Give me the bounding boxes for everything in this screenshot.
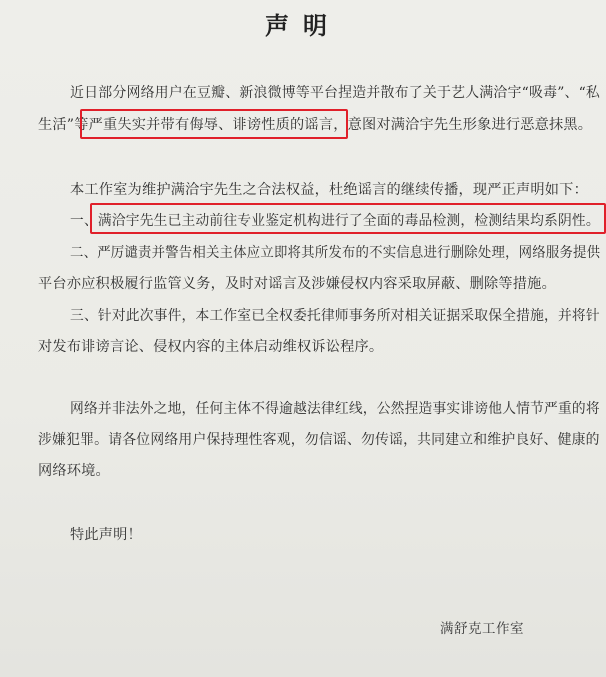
paragraph1-highlighted-text: 等严重失实并带有侮辱、诽谤性质的谣言 bbox=[74, 117, 334, 133]
paragraph2-line1: 本工作室为维护满洽宇先生之合法权益，杜绝谣言的继续传播，现严正声明如下： bbox=[70, 182, 588, 198]
paragraph3-line3: 网络环境。 bbox=[38, 463, 110, 479]
item2-line1: 二、严厉谴责并警告相关主体应立即将其所发布的不实信息进行删除处理，网络服务提供 bbox=[70, 245, 601, 261]
item3-line1: 三、针对此次事件，本工作室已全权委托律师事务所对相关证据采取保全措施，并将针 bbox=[70, 308, 600, 324]
paragraph1-line2-end: ，意图对满洽宇先生形象进行恶意抹黑。 bbox=[333, 117, 593, 133]
highlight-box-test-result bbox=[90, 203, 606, 234]
item1-prefix: 一、 bbox=[70, 213, 98, 229]
signature: 满舒克工作室 bbox=[440, 621, 524, 637]
document-title: 声明 bbox=[265, 11, 341, 40]
highlight-box-rumor bbox=[80, 109, 348, 139]
item2-line2: 平台亦应积极履行监管义务，及时对谣言及涉嫌侵权内容采取屏蔽、删除等措施。 bbox=[38, 276, 556, 292]
paragraph3-line1: 网络并非法外之地，任何主体不得逾越法律红线，公然捏造事实诽谤他人情节严重的将 bbox=[70, 401, 600, 417]
paragraph3-line2: 涉嫌犯罪。请各位网络用户保持理性客观，勿信谣、勿传谣，共同建立和维护良好、健康的 bbox=[38, 432, 600, 448]
closing-text: 特此声明！ bbox=[70, 527, 142, 543]
paragraph1-line2-start: 生活” bbox=[38, 117, 75, 133]
paragraph1-line1: 近日部分网络用户在豆瓣、新浪微博等平台捏造并散布了关于艺人满洽宇“吸毒”、“私 bbox=[70, 85, 601, 101]
item1-highlighted-text: 满洽宇先生已主动前往专业鉴定机构进行了全面的毒品检测，检测结果均系阴性。 bbox=[97, 213, 600, 229]
item3-line2: 对发布诽谤言论、侵权内容的主体启动维权诉讼程序。 bbox=[38, 339, 384, 355]
